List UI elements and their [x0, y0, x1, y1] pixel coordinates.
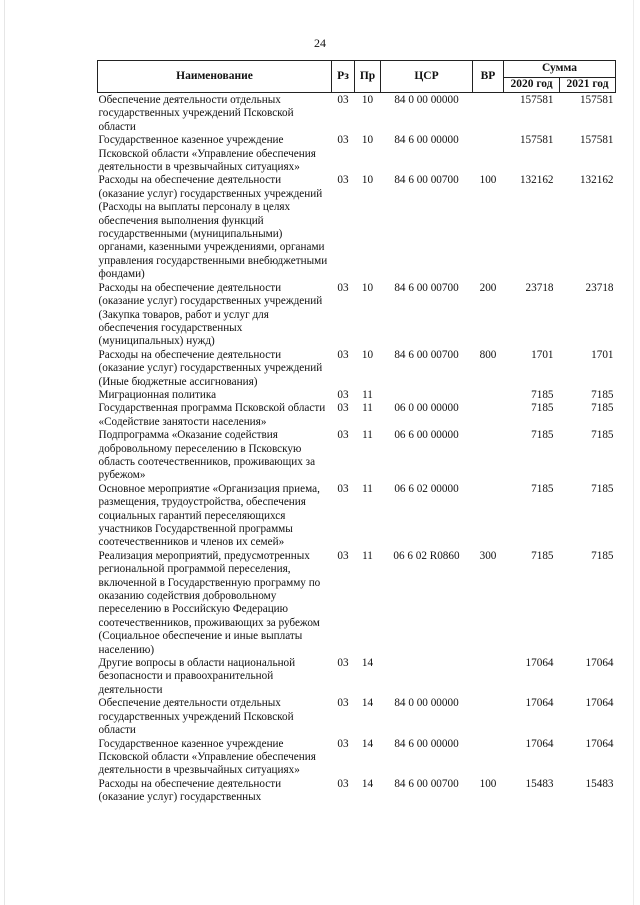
- row-rz: 03: [337, 94, 349, 106]
- row-sum-2020: 7185: [531, 388, 554, 401]
- row-sum-2021: 7185: [591, 549, 614, 562]
- table-row: [98, 134, 616, 174]
- row-pr: 14: [361, 657, 374, 670]
- row-rz: 03: [337, 657, 349, 670]
- row-vr: [473, 429, 504, 483]
- row-sum-2021: 157581: [579, 94, 614, 106]
- row-csr: 84 6 00 00000: [394, 134, 459, 147]
- row-sum-2020: 17064: [525, 657, 554, 670]
- row-vr: 100: [479, 777, 497, 790]
- row-sum-2021: 15483: [585, 777, 614, 790]
- row-name: Расходы на обеспечение деятельности (оказание услуг) государственных учреждений (Иные бюджетные ассигнования): [98, 348, 323, 388]
- row-vr: [473, 389, 504, 402]
- table-row: [98, 93, 616, 135]
- row-name: Подпрограмма «Оказание содействия добровольному переселению в Псковскую область соотечественников, проживающих за рубежом»: [98, 429, 316, 482]
- table-row: [98, 483, 616, 550]
- row-csr: 84 6 00 00700: [394, 777, 459, 790]
- row-name: Миграционная политика: [98, 388, 217, 401]
- row-vr: 100: [479, 174, 497, 187]
- row-csr: 84 6 00 00000: [394, 737, 459, 750]
- row-pr: 14: [361, 737, 374, 750]
- row-rz: 03: [337, 429, 349, 442]
- row-pr: 10: [361, 134, 374, 147]
- page-number: 24: [314, 36, 326, 50]
- row-sum-2020: 7185: [531, 482, 554, 495]
- table-row: [98, 778, 616, 805]
- row-name: Расходы на обеспечение деятельности (оказание услуг) государственных учреждений (Расходы на выплаты персоналу в целях обеспечения выполнения функций государственными (муниципальными) органами, казенными учреждениями, органами управления государственными внебюджетными фондами): [98, 174, 328, 281]
- row-rz: 03: [337, 549, 349, 562]
- table-header: [98, 61, 616, 93]
- header-year-2021: 2021 год: [560, 78, 616, 93]
- row-rz: 03: [337, 388, 349, 401]
- row-sum-2020: 1701: [531, 348, 554, 361]
- row-rz: 03: [337, 281, 349, 294]
- row-sum-2021: 7185: [591, 429, 614, 442]
- row-sum-2020: 157581: [519, 134, 554, 147]
- row-vr: [473, 483, 504, 550]
- row-name: Основное мероприятие «Организация приема, размещения, трудоустройства, обеспечения социальных гарантий переселяющихся участников Государственной программы соотечественников и членов их семей»: [98, 482, 320, 549]
- table-row: [98, 738, 616, 778]
- row-name: Расходы на обеспечение деятельности (оказание услуг) государственных учреждений (Закупка товаров, работ и услуг для обеспечения государственных (муниципальных) нужд): [98, 281, 323, 348]
- header-pr: Пр: [355, 61, 381, 93]
- row-sum-2020: 132162: [519, 174, 554, 187]
- table-row: [98, 282, 616, 349]
- scan-edge-right: [633, 0, 634, 905]
- table-row: [98, 174, 616, 281]
- row-csr: 06 0 00 00000: [394, 402, 459, 415]
- row-pr: 10: [361, 174, 374, 187]
- row-pr: 10: [361, 348, 374, 361]
- row-pr: 10: [361, 94, 374, 106]
- budget-table: [97, 60, 616, 805]
- row-csr: 06 6 00 00000: [394, 429, 459, 442]
- row-sum-2021: 7185: [591, 482, 614, 495]
- row-vr: 800: [479, 348, 497, 361]
- row-csr: 84 6 00 00700: [394, 174, 459, 187]
- row-pr: 10: [361, 281, 374, 294]
- row-rz: 03: [337, 134, 349, 147]
- row-vr: [473, 738, 504, 778]
- row-rz: 03: [337, 482, 349, 495]
- row-name: Обеспечение деятельности отдельных государственных учреждений Псковской области: [98, 94, 294, 133]
- row-name: Расходы на обеспечение деятельности (оказание услуг) государственных: [98, 777, 282, 804]
- row-vr: 200: [479, 281, 497, 294]
- row-csr: 84 6 00 00700: [394, 281, 459, 294]
- header-csr: ЦСР: [381, 61, 473, 93]
- table-row: [98, 657, 616, 697]
- row-sum-2021: 1701: [591, 348, 614, 361]
- row-sum-2021: 132162: [579, 174, 614, 187]
- header-rz: Рз: [332, 61, 355, 93]
- table-row: [98, 389, 616, 402]
- row-vr: [473, 657, 504, 697]
- header-vr: ВР: [473, 61, 504, 93]
- row-pr: 11: [362, 429, 373, 442]
- row-sum-2020: 7185: [531, 429, 554, 442]
- row-sum-2021: 7185: [591, 402, 614, 415]
- row-name: Реализация мероприятий, предусмотренных региональной программой переселения, включенной в Государственную программу по оказанию содействия добровольному переселению в Российскую Федерацию соотечественников, проживающих за рубежом (Социальное обеспечение и иные выплаты населению): [98, 549, 321, 656]
- header-year-2020: 2020 год: [504, 78, 560, 93]
- row-pr: 11: [362, 549, 373, 562]
- row-sum-2020: 17064: [525, 697, 554, 710]
- row-sum-2020: 157581: [519, 94, 554, 106]
- row-sum-2020: 15483: [525, 777, 554, 790]
- row-rz: 03: [337, 348, 349, 361]
- row-csr: 84 6 00 00700: [394, 348, 459, 361]
- table-row: [98, 550, 616, 657]
- row-pr: 11: [362, 402, 373, 415]
- row-vr: [473, 134, 504, 174]
- row-name: Государственное казенное учреждение Псковской области «Управление обеспечения деятельности в чрезвычайных ситуациях»: [98, 134, 316, 174]
- table-row: [98, 349, 616, 389]
- row-sum-2021: 7185: [591, 388, 614, 401]
- row-sum-2021: 17064: [585, 737, 614, 750]
- row-sum-2021: 17064: [585, 697, 614, 710]
- row-name: Обеспечение деятельности отдельных государственных учреждений Псковской области: [98, 697, 294, 737]
- row-pr: 14: [361, 697, 374, 710]
- table-row: [98, 697, 616, 737]
- row-sum-2020: 17064: [525, 737, 554, 750]
- row-pr: 11: [362, 388, 373, 401]
- row-sum-2020: 7185: [531, 549, 554, 562]
- row-vr: [473, 697, 504, 737]
- row-csr: 84 0 00 00000: [394, 94, 459, 106]
- row-pr: 14: [361, 777, 374, 790]
- row-csr: [381, 389, 473, 402]
- row-pr: 11: [362, 482, 373, 495]
- row-name: Государственная программа Псковской области «Содействие занятости населения»: [98, 402, 326, 428]
- table-body: [98, 93, 616, 805]
- row-sum-2020: 23718: [525, 281, 554, 294]
- header-name: Наименование: [98, 61, 332, 93]
- table-row: [98, 402, 616, 429]
- row-sum-2021: 17064: [585, 657, 614, 670]
- row-rz: 03: [337, 402, 349, 415]
- row-vr: 300: [479, 549, 497, 562]
- row-sum-2020: 7185: [531, 402, 554, 415]
- row-rz: 03: [337, 737, 349, 750]
- row-csr: [381, 657, 473, 697]
- scan-edge-left: [4, 0, 5, 905]
- header-sum: Сумма: [504, 61, 616, 78]
- row-name: Государственное казенное учреждение Псковской области «Управление обеспечения деятельности в чрезвычайных ситуациях»: [98, 737, 316, 777]
- row-rz: 03: [337, 777, 349, 790]
- row-csr: 06 6 02 00000: [394, 482, 459, 495]
- row-rz: 03: [337, 697, 349, 710]
- row-rz: 03: [337, 174, 349, 187]
- row-csr: 06 6 02 R0860: [393, 549, 460, 562]
- row-sum-2021: 23718: [585, 281, 614, 294]
- row-vr: [473, 93, 504, 135]
- row-sum-2021: 157581: [579, 134, 614, 147]
- row-vr: [473, 402, 504, 429]
- row-name: Другие вопросы в области национальной безопасности и правоохранительной деятельности: [98, 657, 296, 696]
- table-row: [98, 429, 616, 483]
- row-csr: 84 0 00 00000: [394, 697, 459, 710]
